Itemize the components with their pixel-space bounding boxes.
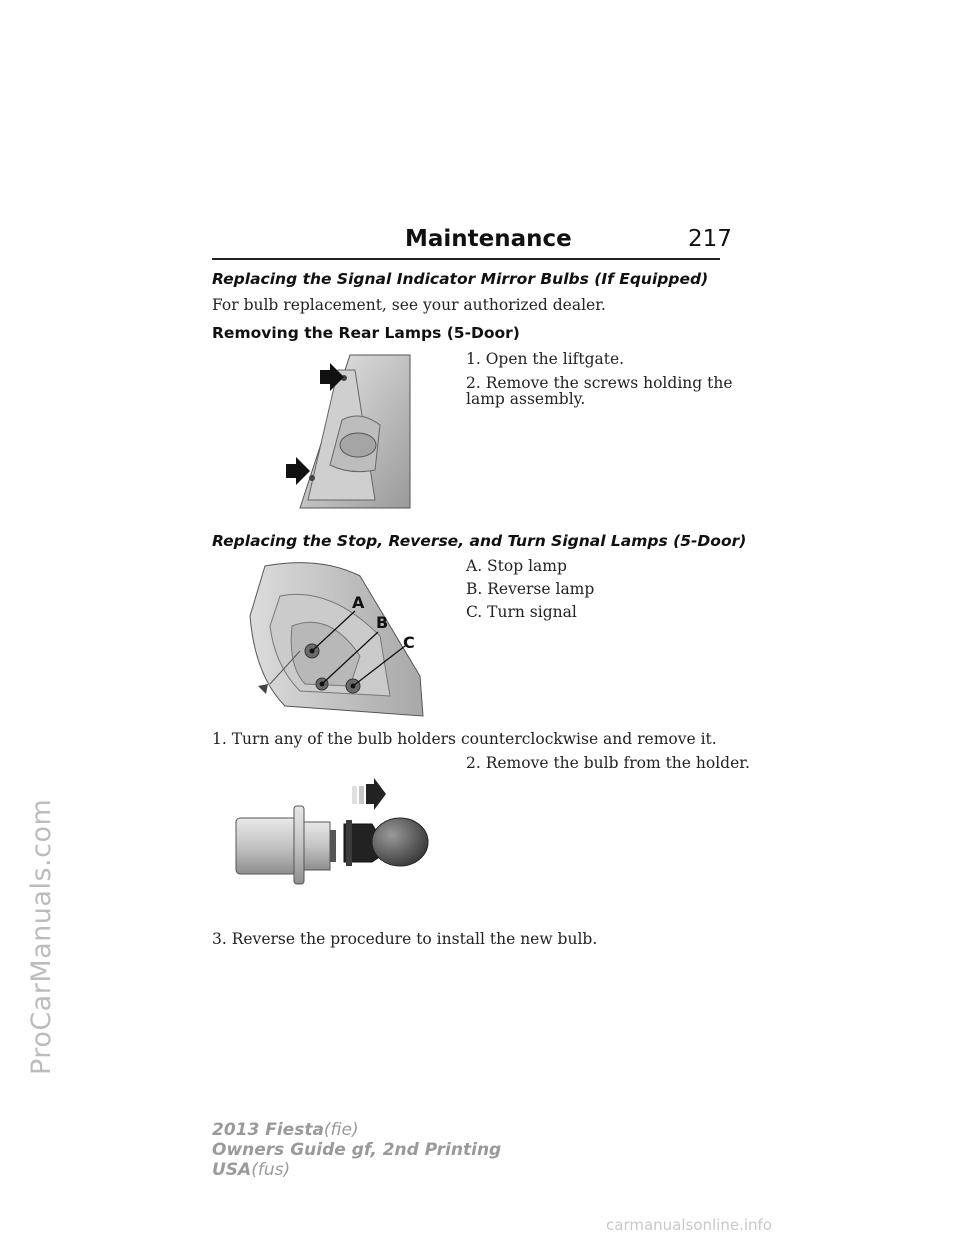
footer-region	[212, 1160, 290, 1180]
callout-a: A	[352, 593, 365, 612]
rear-lamps-step-2-line-1: 2. Remove the screws holding the	[466, 374, 733, 392]
callout-c: C	[403, 633, 415, 652]
footer-region-code: (fus)	[251, 1160, 291, 1180]
stop-lamps-step-2: 2. Remove the bulb from the holder.	[466, 754, 750, 772]
arrow-icon	[286, 457, 310, 485]
rear-lamps-step-1: 1. Open the liftgate.	[466, 350, 625, 368]
legend-reverse-lamp: B. Reverse lamp	[466, 580, 595, 598]
rear-lamp-removal-illustration	[280, 350, 430, 510]
stop-lamps-heading: Replacing the Stop, Reverse, and Turn Signal Lamps (5-Door)	[212, 532, 747, 550]
legend-stop-lamp: A. Stop lamp	[466, 557, 567, 575]
side-watermark: ProCarManuals.com	[26, 798, 57, 1075]
page-number: 217	[688, 226, 732, 252]
footer-model	[212, 1120, 359, 1140]
callout-b: B	[376, 613, 389, 632]
tail-lamp-bulbs-illustration	[240, 556, 435, 721]
footer-region-name: USA	[212, 1160, 252, 1180]
rear-lamps-heading: Removing the Rear Lamps (5-Door)	[212, 324, 520, 342]
bottom-watermark: carmanualsonline.info	[606, 1216, 772, 1234]
stop-lamps-step-1: 1. Turn any of the bulb holders counterclockwise and remove it.	[212, 730, 717, 748]
header-divider	[212, 258, 720, 260]
footer-model-code: (fie)	[323, 1120, 359, 1140]
arrow-icon	[366, 778, 386, 810]
signal-mirror-body: For bulb replacement, see your authorized dealer.	[212, 296, 606, 314]
page-title: Maintenance	[405, 226, 572, 252]
legend-turn-signal: C. Turn signal	[466, 603, 577, 621]
footer-guide: Owners Guide gf, 2nd Printing	[212, 1140, 502, 1160]
footer-model-name: 2013 Fiesta	[212, 1120, 324, 1140]
bulb-holder-illustration	[232, 776, 442, 886]
rear-lamps-step-2-line-2: lamp assembly.	[466, 390, 586, 408]
stop-lamps-step-3: 3. Reverse the procedure to install the new bulb.	[212, 930, 598, 948]
signal-mirror-heading: Replacing the Signal Indicator Mirror Bulbs (If Equipped)	[212, 270, 709, 288]
